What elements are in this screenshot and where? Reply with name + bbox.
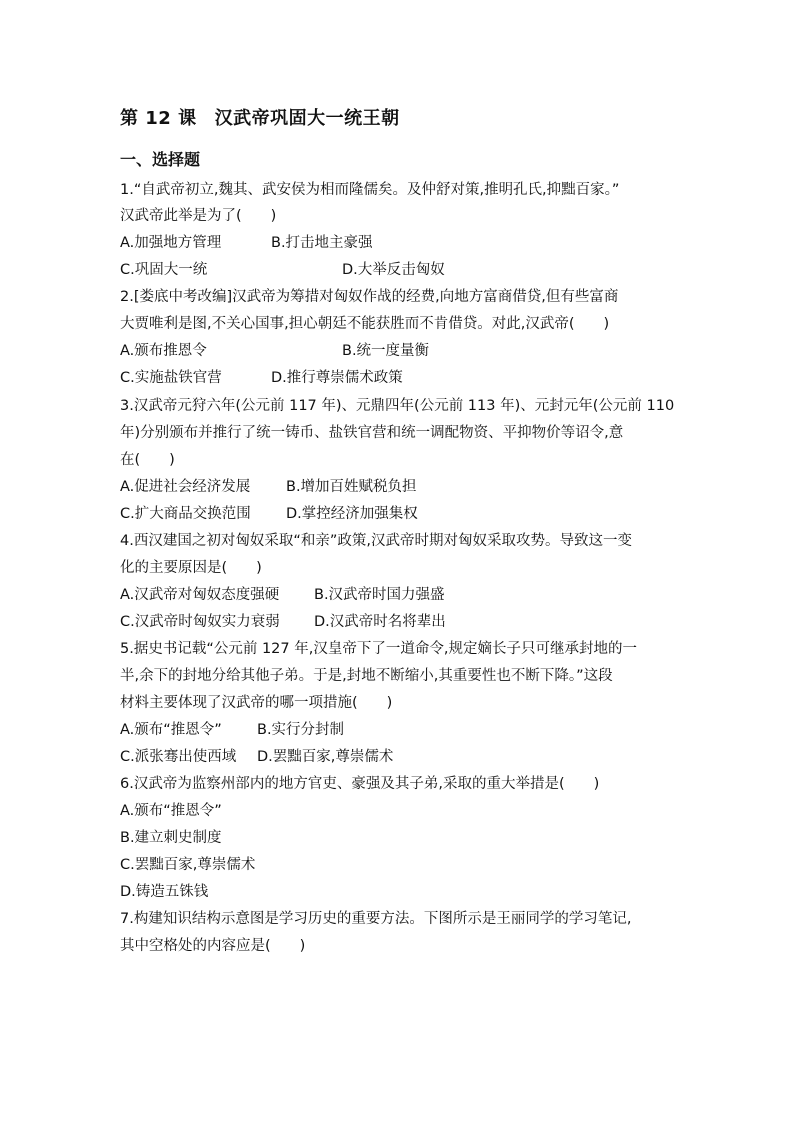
question-6-option-a: A.颁布“推恩令”	[120, 803, 222, 819]
question-1-stem-line-1: 1.“自武帝初立,魏其、武安侯为相而隆儒矣。及仲舒对策,推明孔氏,抑黜百家。”	[120, 182, 620, 198]
question-2-stem-line-2: 大贾唯利是图,不关心国事,担心朝廷不能获胜而不肯借贷。对此,汉武帝( )	[120, 316, 610, 332]
question-1-stem-line-2: 汉武帝此举是为了( )	[120, 208, 277, 224]
question-5-stem-line-1: 5.据史书记载“公元前 127 年,汉皇帝下了一道命令,规定嫡长子只可继承封地的一	[120, 641, 637, 657]
question-3-option-a: A.促进社会经济发展	[120, 479, 251, 495]
question-3-option-c: C.扩大商品交换范围	[120, 506, 251, 522]
question-3-option-b: B.增加百姓赋税负担	[286, 479, 417, 495]
question-1-option-c: C.巩固大一统	[120, 262, 208, 278]
question-3-stem-line-3: 在( )	[120, 452, 175, 468]
question-3-stem-line-2: 年)分别颁布并推行了统一铸币、盐铁官营和统一调配物资、平抑物价等诏令,意	[120, 425, 624, 441]
question-7-stem-line-1: 7.构建知识结构示意图是学习历史的重要方法。下图所示是王丽同学的学习笔记,	[120, 911, 632, 927]
question-5-option-d: D.罢黜百家,尊崇儒术	[257, 749, 394, 765]
question-5-option-a: A.颁布“推恩令”	[120, 722, 222, 738]
question-6-option-d: D.铸造五铢钱	[120, 884, 209, 900]
section-heading: 一、选择题	[120, 150, 201, 169]
lesson-title	[120, 104, 400, 130]
question-7-stem-line-2: 其中空格处的内容应是( )	[120, 938, 306, 954]
question-1-option-b: B.打击地主豪强	[271, 235, 373, 251]
question-2-option-a: A.颁布推恩令	[120, 343, 207, 359]
question-5-stem-line-3: 材料主要体现了汉武帝的哪一项措施( )	[120, 695, 393, 711]
question-3-stem-line-1: 3.汉武帝元狩六年(公元前 117 年)、元鼎四年(公元前 113 年)、元封元年(公元前 110	[120, 398, 675, 414]
question-1-option-a: A.加强地方管理	[120, 235, 222, 251]
question-2-option-c: C.实施盐铁官营	[120, 370, 222, 386]
question-6-stem-line-1: 6.汉武帝为监察州部内的地方官吏、豪强及其子弟,采取的重大举措是( )	[120, 776, 600, 792]
question-4-option-b: B.汉武帝时国力强盛	[314, 587, 445, 603]
question-1-option-d: D.大举反击匈奴	[342, 262, 445, 278]
question-4-option-c: C.汉武帝时匈奴实力衰弱	[120, 614, 280, 630]
question-4-option-a: A.汉武帝对匈奴态度强硬	[120, 587, 280, 603]
question-4-stem-line-1: 4.西汉建国之初对匈奴采取“和亲”政策,汉武帝时期对匈奴采取攻势。导致这一变	[120, 533, 632, 549]
question-5-option-b: B.实行分封制	[257, 722, 345, 738]
question-2-option-b: B.统一度量衡	[342, 343, 430, 359]
question-4-stem-line-2: 化的主要原因是( )	[120, 560, 262, 576]
question-3-option-d: D.掌控经济加强集权	[286, 506, 418, 522]
question-5-option-c: C.派张骞出使西域	[120, 749, 237, 765]
question-5-stem-line-2: 半,余下的封地分给其他子弟。于是,封地不断缩小,其重要性也不断下降。”这段	[120, 668, 613, 684]
lesson-number: 第 12 课	[120, 108, 197, 129]
question-4-option-d: D.汉武帝时名将辈出	[314, 614, 446, 630]
question-2-stem-line-1: 2.[娄底中考改编]汉武帝为筹措对匈奴作战的经费,向地方富商借贷,但有些富商	[120, 289, 619, 305]
lesson-name: 汉武帝巩固大一统王朝	[214, 108, 400, 129]
question-6-option-c: C.罢黜百家,尊崇儒术	[120, 857, 256, 873]
question-2-option-d: D.推行尊崇儒术政策	[271, 370, 403, 386]
question-6-option-b: B.建立刺史制度	[120, 830, 222, 846]
